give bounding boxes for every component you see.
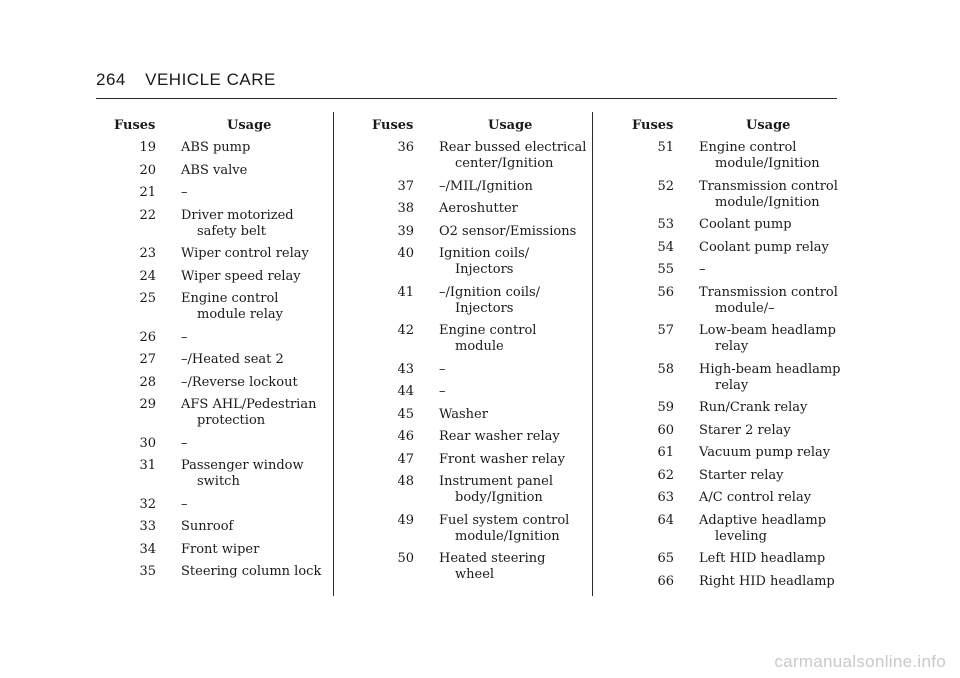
fuse-column-1 [112, 118, 321, 587]
fuse-usage [181, 436, 321, 452]
fuse-number: 22 [139, 207, 156, 223]
fuse-usage [439, 285, 586, 317]
fuse-row [112, 519, 321, 535]
fuse-row [630, 490, 841, 506]
usage-line: ABS valve [181, 162, 248, 178]
fuse-usage [699, 513, 841, 545]
fuse-usage [439, 452, 586, 468]
fuse-number: 34 [139, 541, 156, 557]
usage-line: Heated steering [439, 551, 546, 566]
fuse-number: 55 [657, 262, 674, 277]
fuse-row [112, 436, 321, 452]
fuse-number: 20 [139, 162, 156, 178]
fuse-usage [439, 551, 586, 583]
fuse-usage [181, 291, 321, 323]
fuse-usage [181, 140, 321, 156]
usage-line: O2 sensor/Emissions [439, 223, 577, 239]
fuse-usage [439, 474, 586, 506]
fuse-usage [181, 397, 321, 429]
fuse-usage [181, 497, 321, 513]
usage-line: Starter relay [699, 467, 784, 483]
fuse-number: 54 [657, 239, 674, 255]
usage-line: center/Ignition [455, 156, 554, 171]
usage-line: –/MIL/Ignition [439, 178, 533, 194]
usage-line: Transmission control [699, 178, 838, 194]
fuse-number: 53 [657, 217, 674, 232]
fuse-row [370, 323, 586, 355]
fuse-row [112, 185, 321, 201]
fuse-number: 45 [397, 406, 414, 422]
usage-line: Sunroof [181, 519, 234, 534]
usage-line: Rear washer relay [439, 429, 560, 444]
fuse-row [630, 513, 841, 545]
fuse-row [112, 208, 321, 240]
fuse-number: 40 [397, 246, 414, 261]
fuse-row [630, 445, 841, 461]
usage-line: Ignition coils/ [439, 246, 530, 261]
fuse-usage [699, 285, 841, 317]
fuse-usage [699, 574, 841, 590]
fuse-number: 44 [397, 384, 414, 399]
fuse-usage [699, 445, 841, 461]
usage-line: Run/Crank relay [699, 400, 808, 415]
usage-line: Transmission control [699, 284, 838, 300]
fuse-number: 57 [657, 323, 674, 338]
fuse-usage [699, 490, 841, 506]
usage-line: Front washer relay [439, 451, 565, 467]
fuse-row [370, 384, 586, 400]
fuse-usage [181, 564, 321, 580]
fuse-row [630, 262, 841, 278]
fuse-row [370, 429, 586, 445]
usage-line: Starer 2 relay [699, 422, 791, 438]
usage-line: Passenger window [181, 458, 304, 473]
fuse-row [112, 291, 321, 323]
fuse-row [370, 513, 586, 545]
usage-line: Injectors [455, 262, 514, 277]
fuse-usage [699, 400, 841, 416]
fuse-row [370, 140, 586, 172]
usage-line: Left HID headlamp [699, 551, 826, 566]
fuse-number: 43 [397, 361, 414, 377]
fuse-usage [699, 323, 841, 355]
usage-line: Front wiper [181, 541, 260, 557]
usage-line: Engine control [699, 140, 797, 155]
fuse-number: 49 [397, 512, 414, 528]
usage-line: – [699, 262, 706, 277]
fuse-usage [699, 179, 841, 211]
fuse-row [112, 163, 321, 179]
fuse-number: 48 [397, 474, 414, 489]
usage-line: –/Heated seat 2 [181, 352, 284, 367]
fuse-number: 25 [139, 291, 156, 306]
usage-line: Right HID headlamp [699, 573, 835, 589]
fuse-usage [699, 262, 841, 278]
usage-line: module/– [715, 300, 775, 316]
usage-line: Wiper speed relay [181, 268, 301, 284]
fuse-row [370, 407, 586, 423]
fuse-row [370, 551, 586, 583]
usage-line: relay [715, 339, 749, 354]
usage-line: –/Reverse lockout [181, 374, 298, 390]
usage-line: Washer [439, 406, 488, 422]
fuse-usage [439, 140, 586, 172]
fuse-number: 27 [139, 352, 156, 367]
fuse-row [370, 179, 586, 195]
usage-line: – [181, 435, 188, 451]
fuse-usage [439, 246, 586, 278]
fuse-number: 41 [397, 284, 414, 300]
column-header [370, 118, 586, 140]
usage-line: Coolant pump [699, 217, 792, 232]
usage-line: A/C control relay [699, 490, 812, 505]
fuse-row [370, 224, 586, 240]
fuse-usage [181, 330, 321, 346]
usage-line: Driver motorized [181, 207, 294, 223]
fuse-number: 31 [139, 458, 156, 473]
fuse-number: 61 [657, 445, 674, 460]
usage-line: High-beam headlamp [699, 361, 841, 377]
usage-line: Injectors [455, 300, 514, 316]
usage-line: module/Ignition [455, 528, 560, 544]
fuse-usage [439, 323, 586, 355]
fuse-number: 21 [139, 185, 156, 200]
fuse-number: 60 [657, 422, 674, 438]
fuses-header: Fuses [632, 118, 674, 133]
fuse-number: 46 [397, 429, 414, 444]
usage-header: Usage [227, 118, 272, 133]
fuse-usage [439, 201, 586, 217]
fuse-usage [439, 407, 586, 423]
fuse-number: 37 [397, 178, 414, 194]
fuse-number: 47 [397, 451, 414, 467]
fuse-row [370, 246, 586, 278]
page-number: 264 [96, 70, 126, 89]
fuse-number: 24 [139, 268, 156, 284]
usage-header: Usage [488, 118, 533, 133]
usage-line: wheel [455, 567, 495, 582]
fuse-row [630, 574, 841, 590]
fuse-row [370, 362, 586, 378]
fuse-usage [439, 179, 586, 195]
fuse-usage [699, 217, 841, 233]
fuse-row [112, 542, 321, 558]
fuse-row [112, 269, 321, 285]
fuse-usage [181, 352, 321, 368]
fuse-number: 65 [657, 551, 674, 566]
fuse-row [630, 285, 841, 317]
fuse-number: 58 [657, 361, 674, 377]
fuse-usage [439, 224, 586, 240]
fuse-row [112, 458, 321, 490]
column-header [112, 118, 321, 140]
fuse-number: 66 [657, 573, 674, 589]
fuse-usage [699, 240, 841, 256]
header-rule [96, 98, 837, 99]
usage-line: body/Ignition [455, 490, 543, 505]
watermark: carmanualsonline.info [774, 652, 946, 671]
usage-line: Instrument panel [439, 474, 554, 489]
usage-line: Engine control [439, 323, 537, 338]
fuse-number: 33 [139, 519, 156, 534]
fuse-row [370, 201, 586, 217]
section-title: VEHICLE CARE [145, 70, 276, 89]
usage-line: Steering column lock [181, 564, 322, 579]
fuse-row [112, 352, 321, 368]
fuse-column-3 [630, 118, 841, 596]
fuse-row [112, 330, 321, 346]
fuse-number: 42 [397, 323, 414, 338]
column-header [630, 118, 841, 140]
fuse-usage [181, 269, 321, 285]
fuse-row [630, 179, 841, 211]
fuses-header: Fuses [114, 118, 156, 133]
usage-line: – [181, 329, 188, 345]
usage-line: safety belt [197, 223, 267, 239]
fuse-usage [439, 362, 586, 378]
fuse-usage [699, 468, 841, 484]
fuse-number: 32 [139, 496, 156, 512]
usage-line: switch [197, 474, 240, 489]
column-divider [592, 112, 593, 596]
fuse-number: 39 [397, 223, 414, 239]
fuse-row [630, 217, 841, 233]
fuse-usage [181, 458, 321, 490]
fuse-number: 50 [397, 551, 414, 566]
usage-line: AFS AHL/Pedestrian [181, 397, 317, 412]
usage-line: relay [715, 377, 749, 393]
fuse-usage [439, 513, 586, 545]
usage-line: Adaptive headlamp [699, 512, 827, 528]
usage-line: leveling [715, 528, 767, 544]
fuse-usage [181, 375, 321, 391]
column-divider [333, 112, 334, 596]
fuse-usage [699, 551, 841, 567]
fuse-row [370, 285, 586, 317]
fuse-row [630, 140, 841, 172]
usage-line: ABS pump [181, 140, 251, 155]
fuse-row [630, 423, 841, 439]
usage-line: module relay [197, 307, 283, 322]
usage-line: Aeroshutter [439, 201, 518, 216]
usage-line: – [439, 361, 446, 377]
usage-line: module/Ignition [715, 194, 820, 210]
usage-line: – [181, 185, 188, 200]
fuse-number: 26 [139, 329, 156, 345]
fuse-usage [181, 246, 321, 262]
usage-line: Vacuum pump relay [699, 445, 831, 460]
fuse-row [630, 551, 841, 567]
usage-line: – [439, 384, 446, 399]
fuse-row [630, 323, 841, 355]
usage-line: module [455, 339, 504, 354]
fuse-usage [181, 163, 321, 179]
usage-line: Engine control [181, 291, 279, 306]
fuses-header: Fuses [372, 118, 414, 133]
fuse-usage [699, 423, 841, 439]
fuse-number: 23 [139, 246, 156, 261]
fuse-number: 19 [139, 140, 156, 155]
fuse-row [112, 497, 321, 513]
fuse-usage [699, 140, 841, 172]
fuse-number: 38 [397, 201, 414, 216]
fuse-usage [699, 362, 841, 394]
fuse-usage [439, 429, 586, 445]
fuse-usage [181, 208, 321, 240]
page-header [96, 70, 276, 90]
fuse-number: 64 [657, 512, 674, 528]
usage-header: Usage [746, 118, 791, 133]
fuse-column-2 [370, 118, 586, 590]
usage-line: protection [197, 413, 266, 428]
usage-line: Low-beam headlamp [699, 323, 836, 338]
fuse-row [370, 452, 586, 468]
fuse-row [112, 246, 321, 262]
fuse-number: 52 [657, 178, 674, 194]
usage-line: Fuel system control [439, 512, 570, 528]
fuse-number: 51 [657, 140, 674, 155]
fuse-row [112, 564, 321, 580]
fuse-row [112, 140, 321, 156]
fuse-number: 59 [657, 400, 674, 415]
fuse-row [112, 397, 321, 429]
fuse-number: 30 [139, 435, 156, 451]
fuse-number: 35 [139, 564, 156, 579]
fuse-number: 36 [397, 140, 414, 155]
fuse-row [630, 468, 841, 484]
usage-line: module/Ignition [715, 156, 820, 171]
fuse-number: 29 [139, 397, 156, 412]
fuse-usage [181, 185, 321, 201]
fuse-row [112, 375, 321, 391]
usage-line: – [181, 496, 188, 512]
fuse-row [630, 362, 841, 394]
usage-line: Wiper control relay [181, 246, 309, 261]
fuse-number: 62 [657, 467, 674, 483]
fuse-number: 63 [657, 490, 674, 505]
fuse-number: 56 [657, 284, 674, 300]
fuse-row [630, 240, 841, 256]
fuse-row [370, 474, 586, 506]
fuse-usage [181, 519, 321, 535]
usage-line: Rear bussed electrical [439, 140, 587, 155]
fuse-row [630, 400, 841, 416]
usage-line: –/Ignition coils/ [439, 284, 541, 300]
fuse-usage [439, 384, 586, 400]
fuse-number: 28 [139, 374, 156, 390]
fuse-usage [181, 542, 321, 558]
usage-line: Coolant pump relay [699, 239, 829, 255]
